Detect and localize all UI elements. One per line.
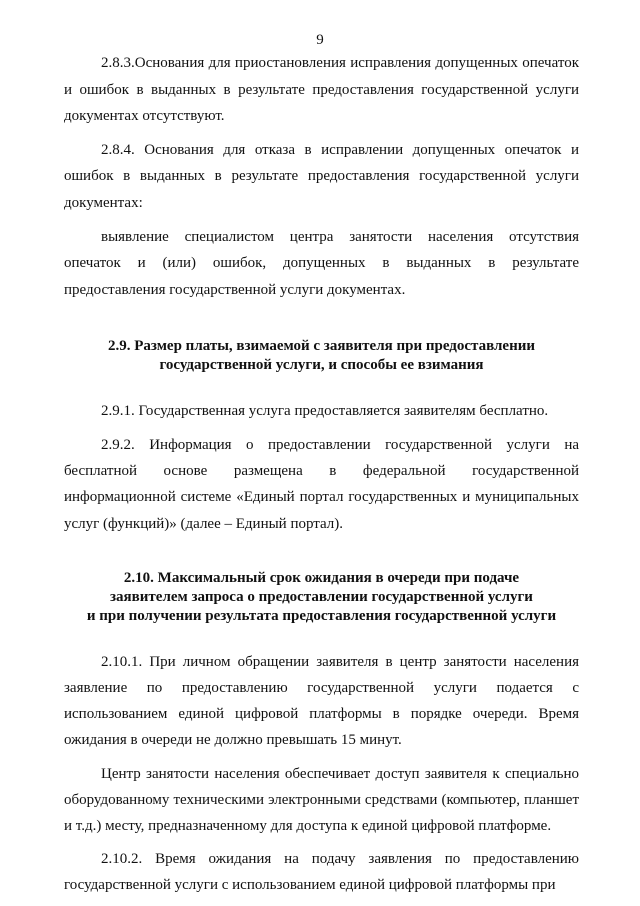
paragraph-2-10-1: 2.10.1. При личном обращении заявителя в центр занятости населения заявление по предоставлению государственной услуги подается с использованием единой цифровой платформы в порядке очереди. Время ожидания в очереди не должно превышать 15 минут.: [64, 653, 579, 749]
paragraph-2-8-4-detail: выявление специалистом центра занятости населения отсутствия опечаток и (или) ошибок, допущенных в выданных в результате предоставления государственной услуги документах.: [64, 228, 579, 298]
heading-line: заявителем запроса о предоставлении государственной услуги: [110, 588, 533, 605]
heading-line: 2.10. Максимальный срок ожидания в очереди при подаче: [123, 569, 520, 586]
paragraph-2-10-1-access: Центр занятости населения обеспечивает доступ заявителя к специально оборудованному техническими электронными средствами (компьютер, планшет и т.д.) месту, предназначенному для доступа к единой цифровой платформе.: [64, 765, 579, 834]
paragraph-2-9-1: 2.9.1. Государственная услуга предоставляется заявителям бесплатно.: [101, 403, 549, 420]
heading-line: и при получении результата предоставления государственной услуги: [86, 607, 557, 624]
heading-line: 2.9. Размер платы, взимаемой с заявителя при предоставлении: [107, 338, 536, 355]
paragraph-2-8-4: 2.8.4. Основания для отказа в исправлении допущенных опечаток и ошибок в выданных в результате предоставления государственной услуги документах:: [64, 141, 579, 211]
page-number: 9: [316, 32, 324, 48]
document-body: [64, 50, 579, 899]
heading-line: государственной услуги, и способы ее взимания: [159, 357, 484, 374]
section-heading-2-10: [64, 569, 579, 626]
paragraph-2-8-3: 2.8.3.Основания для приостановления исправления допущенных опечаток и ошибок в выданных в результате предоставления государственной услуги документах отсутствуют.: [64, 55, 579, 125]
paragraph-2-9-2: 2.9.2. Информация о предоставлении государственной услуги на бесплатной основе размещена в федеральной государственной информационной системе «Единый портал государственных и муниципальных услуг (функций)» (далее – Единый портал).: [64, 436, 579, 532]
section-heading-2-9: [64, 337, 579, 375]
paragraph-2-10-2: 2.10.2. Время ожидания на подачу заявления по предоставлению государственной услуги с использованием единой цифровой платформы при: [64, 851, 579, 894]
